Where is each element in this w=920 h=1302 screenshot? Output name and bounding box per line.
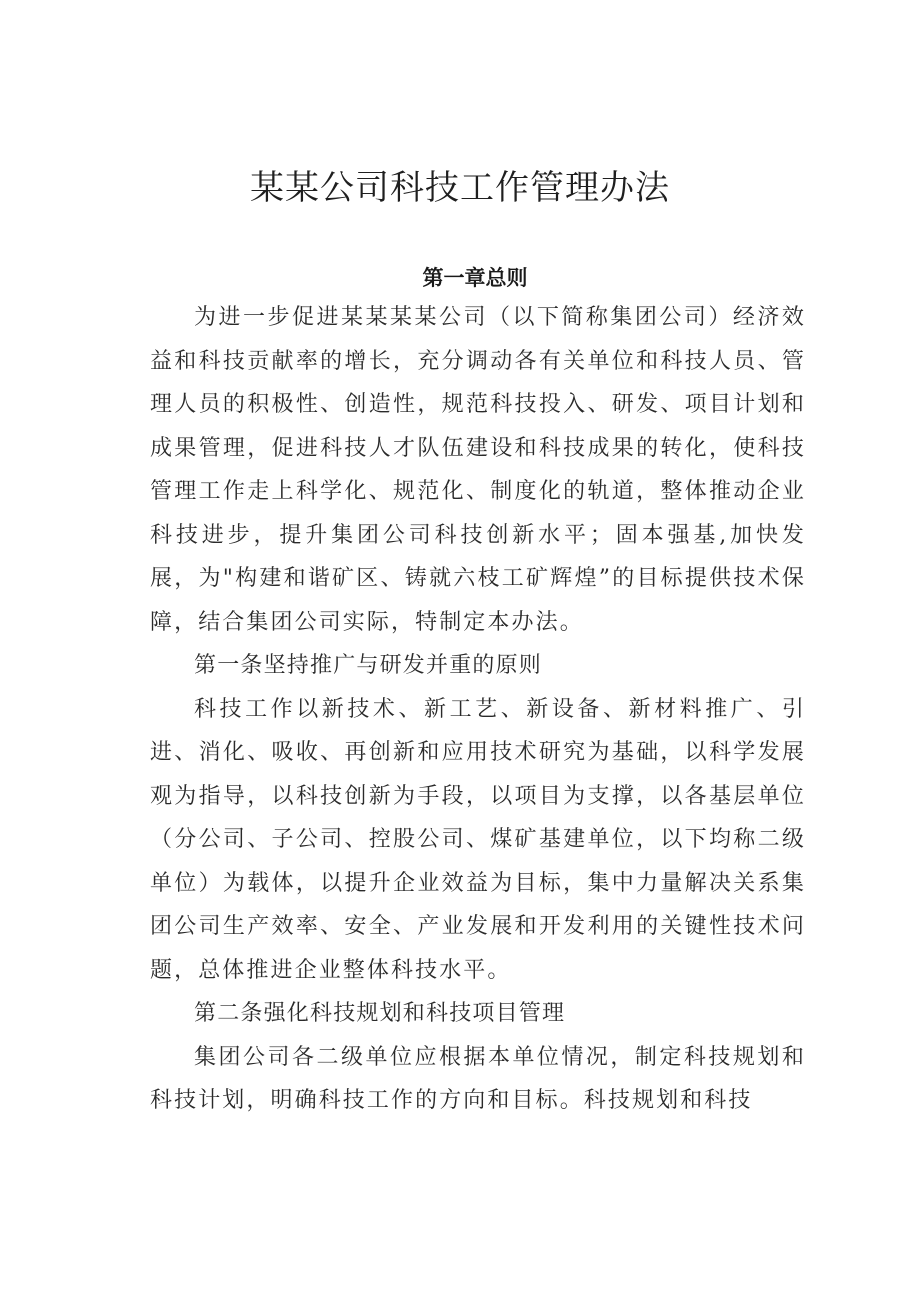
article-1-heading: 第一条坚持推广与研发并重的原则	[194, 653, 543, 678]
document-title: 某某公司科技工作管理办法	[250, 168, 670, 208]
article-2-heading: 第二条强化科技规划和科技项目管理	[194, 1001, 566, 1026]
document-body	[150, 296, 806, 1123]
chapter-heading: 第一章总则	[422, 266, 528, 290]
article-2-paragraph: 集团公司各二级单位应根据本单位情况，制定科技规划和科技计划，明确科技工作的方向和目标。科技规划和科技	[150, 1044, 806, 1113]
preamble-paragraph: 为进一步促进某某某某公司（以下简称集团公司）经济效益和科技贡献率的增长，充分调动各有关单位和科技人员、管理人员的积极性、创造性，规范科技投入、研发、项目计划和成果管理，促进科技人才队伍建设和科技成果的转化，使科技管理工作走上科学化、规范化、制度化的轨道，整体推动企业科技进步，提升集团公司科技创新水平；固本强基,加快发展，为"构建和谐矿区、铸就六枝工矿辉煌”的目标提供技术保障，结合集团公司实际，特制定本办法。	[150, 305, 806, 635]
article-1-paragraph: 科技工作以新技术、新工艺、新设备、新材料推广、引进、消化、吸收、再创新和应用技术研究为基础，以科学发展观为指导，以科技创新为手段，以项目为支撑，以各基层单位（分公司、子公司、控股公司、煤矿基建单位，以下均称二级单位）为载体，以提升企业效益为目标，集中力量解决关系集团公司生产效率、安全、产业发展和开发利用的关键性技术问题，总体推进企业整体科技水平。	[150, 696, 806, 983]
